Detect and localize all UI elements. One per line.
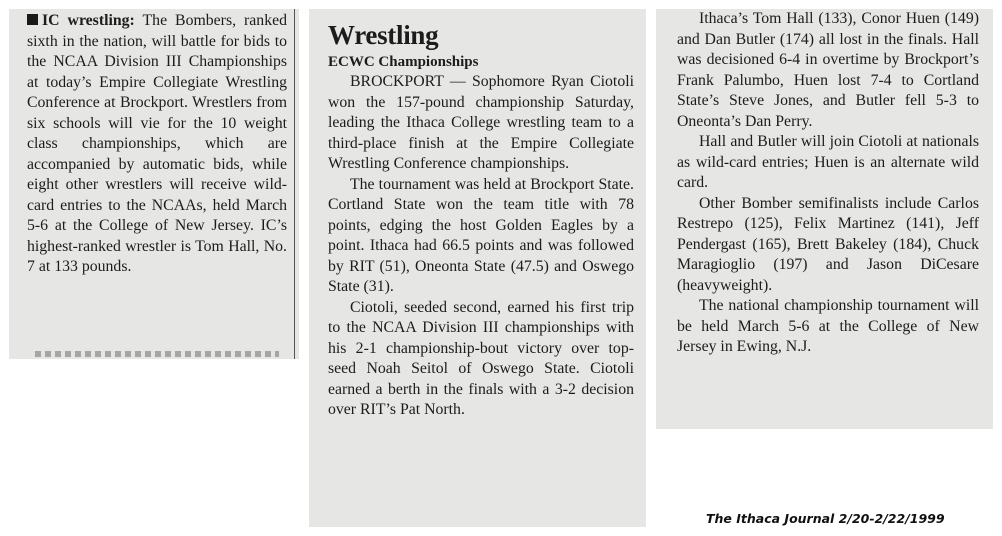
article-continuation-clipping [656, 9, 993, 429]
brief-lead: IC wrestling: [42, 12, 135, 29]
article-subhead: ECWC Championships [328, 54, 479, 70]
continuation-paragraph-4: The national championship tournament will be held March 5-6 at the College of New Jersey in Ewing, N.J. [677, 297, 979, 355]
continuation-paragraph-2: Hall and Butler will join Ciotoli at nationals as wild-card entries; Huen is an alternate wild card. [677, 133, 979, 191]
article-headline: Wrestling [328, 20, 439, 50]
brief-text: The Bombers, ranked sixth in the nation, will battle for bids to the NCAA Division III Championships at today’s Empire Collegiate Wrestling Conference at Brockport. Wrestlers from six schools will vie for the 10 weight class championships, which are accompanied by automatic bids, while eight other wrestlers will receive wild-card entries to the NCAAs, held March 5-6 at the College of New Jersey. IC’s highest-ranked wrestler is Tom Hall, No. 7 at 133 pounds. [27, 12, 287, 275]
column-rule [294, 9, 295, 359]
article-paragraph-2: The tournament was held at Brockport State. Cortland State won the team title with 78 points, edging the host Golden Eagles by a point. Ithaca had 66.5 points and was followed by RIT (51), Oneonta State (47.5) and Oswego State (31). [328, 175, 634, 295]
article-paragraph-1: BROCKPORT — Sophomore Ryan Ciotoli won the 157-pound championship Saturday, leading the Ithaca College wrestling team to a third-place finish at the Empire Collegiate Wrestling Conference championships. [328, 73, 634, 172]
article-paragraph-3: Ciotoli, seeded second, earned his first trip to the NCAA Division III championships with his 2-1 championship-bout victory over top-seed Noah Seitol of Oswego State. Ciotoli earned a berth in the finals with a 3-2 decision over RIT’s Pat North. [328, 298, 634, 418]
brief-paragraph [27, 11, 287, 278]
wrestling-article-clipping [309, 9, 646, 527]
square-bullet-icon [27, 14, 38, 25]
continuation-paragraph-3: Other Bomber semifinalists include Carlos Restrepo (125), Felix Martinez (141), Jeff Pendergast (165), Brett Bakeley (184), Chuck Maragioglio (197) and Jason DiCesare (heavyweight). [677, 194, 979, 294]
cut-off-text-line [35, 351, 279, 357]
source-credit: The Ithaca Journal 2/20-2/22/1999 [706, 511, 945, 526]
news-brief-clipping [9, 9, 299, 359]
continuation-paragraph-1: Ithaca’s Tom Hall (133), Conor Huen (149) and Dan Butler (174) all lost in the finals. Hall was decisioned 6-4 in overtime by Brockport’s Frank Palumbo, Huen lost 7-4 to Cortland State’s Steve Jones, and Butler fell 5-3 to Oneonta’s Dan Perry. [677, 10, 979, 130]
